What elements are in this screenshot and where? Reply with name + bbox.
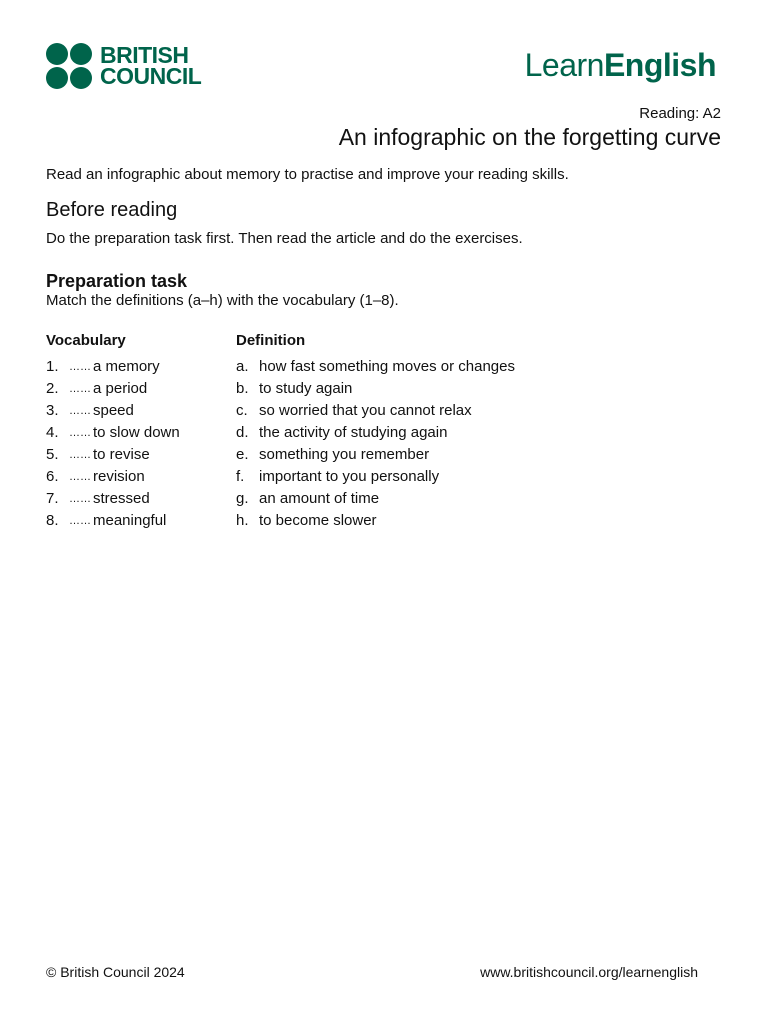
item-number: 6. bbox=[46, 468, 59, 485]
level-label: Reading: A2 bbox=[639, 105, 721, 122]
list-item bbox=[236, 444, 515, 466]
answer-blank: …… bbox=[69, 405, 91, 417]
item-number: 2. bbox=[46, 380, 59, 397]
list-item bbox=[236, 466, 515, 488]
definition-list bbox=[236, 356, 515, 532]
item-number: 5. bbox=[46, 446, 59, 463]
vocab-word: a period bbox=[93, 380, 148, 397]
definition-text: how fast something moves or changes bbox=[259, 358, 515, 375]
vocab-word: a memory bbox=[93, 358, 160, 375]
vocab-word: stressed bbox=[93, 490, 150, 507]
list-item bbox=[46, 488, 180, 510]
before-reading-text: Do the preparation task first. Then read the article and do the exercises. bbox=[46, 230, 523, 247]
list-item bbox=[236, 488, 515, 510]
definition-text: to become slower bbox=[259, 512, 377, 529]
definition-text: the activity of studying again bbox=[259, 424, 448, 441]
definition-letter: e. bbox=[236, 446, 249, 463]
item-number: 7. bbox=[46, 490, 59, 507]
vocab-word: to revise bbox=[93, 446, 150, 463]
vocab-word: speed bbox=[93, 402, 134, 419]
answer-blank: …… bbox=[69, 471, 91, 483]
definition-letter: g. bbox=[236, 490, 249, 507]
list-item bbox=[46, 356, 180, 378]
answer-blank: …… bbox=[69, 383, 91, 395]
definition-letter: b. bbox=[236, 380, 249, 397]
definition-letter: d. bbox=[236, 424, 249, 441]
definition-text: important to you personally bbox=[259, 468, 440, 485]
definition-letter: f. bbox=[236, 468, 245, 485]
page-title: An infographic on the forgetting curve bbox=[338, 124, 721, 150]
list-item bbox=[236, 378, 515, 400]
list-item bbox=[46, 400, 180, 422]
intro-text: Read an infographic about memory to practise and improve your reading skills. bbox=[46, 166, 569, 183]
vocab-word: to slow down bbox=[93, 424, 180, 441]
list-item bbox=[46, 378, 180, 400]
list-item bbox=[236, 400, 515, 422]
item-number: 3. bbox=[46, 402, 59, 419]
logo-english: English bbox=[603, 47, 716, 83]
item-number: 4. bbox=[46, 424, 59, 441]
answer-blank: …… bbox=[69, 449, 91, 461]
list-item bbox=[236, 510, 515, 532]
vocabulary-header: Vocabulary bbox=[46, 332, 126, 349]
definition-letter: h. bbox=[236, 512, 249, 529]
vocabulary-list bbox=[46, 356, 180, 532]
list-item bbox=[46, 510, 180, 532]
learnenglish-logo bbox=[525, 47, 716, 84]
logo-learn: Learn bbox=[524, 47, 604, 83]
item-number: 1. bbox=[46, 358, 59, 375]
answer-blank: …… bbox=[69, 493, 91, 505]
list-item bbox=[236, 356, 515, 378]
definition-letter: a. bbox=[236, 358, 249, 375]
preparation-heading: Preparation task bbox=[46, 271, 188, 291]
answer-blank: …… bbox=[69, 515, 91, 527]
logo-text-line2: COUNCIL bbox=[100, 63, 202, 89]
definition-letter: c. bbox=[236, 402, 248, 419]
footer-copyright: © British Council 2024 bbox=[46, 964, 185, 980]
list-item bbox=[236, 422, 515, 444]
footer-url-link[interactable]: www.britishcouncil.org/learnenglish bbox=[480, 964, 698, 980]
answer-blank: …… bbox=[69, 427, 91, 439]
item-number: 8. bbox=[46, 512, 59, 529]
definition-text: so worried that you cannot relax bbox=[259, 402, 472, 419]
definition-text: something you remember bbox=[259, 446, 430, 463]
list-item bbox=[46, 444, 180, 466]
definition-text: to study again bbox=[259, 380, 353, 397]
vocab-word: revision bbox=[93, 468, 145, 485]
vocab-word: meaningful bbox=[93, 512, 167, 529]
logo-text-line1: BRITISH bbox=[100, 42, 189, 68]
list-item bbox=[46, 422, 180, 444]
answer-blank: …… bbox=[69, 361, 91, 373]
british-council-logo bbox=[46, 43, 201, 89]
definition-text: an amount of time bbox=[259, 490, 380, 507]
before-reading-heading: Before reading bbox=[46, 199, 178, 221]
british-council-dots-icon bbox=[46, 43, 94, 89]
list-item bbox=[46, 466, 180, 488]
definition-header: Definition bbox=[236, 332, 306, 349]
preparation-instructions: Match the definitions (a–h) with the vocabulary (1–8). bbox=[46, 292, 399, 309]
